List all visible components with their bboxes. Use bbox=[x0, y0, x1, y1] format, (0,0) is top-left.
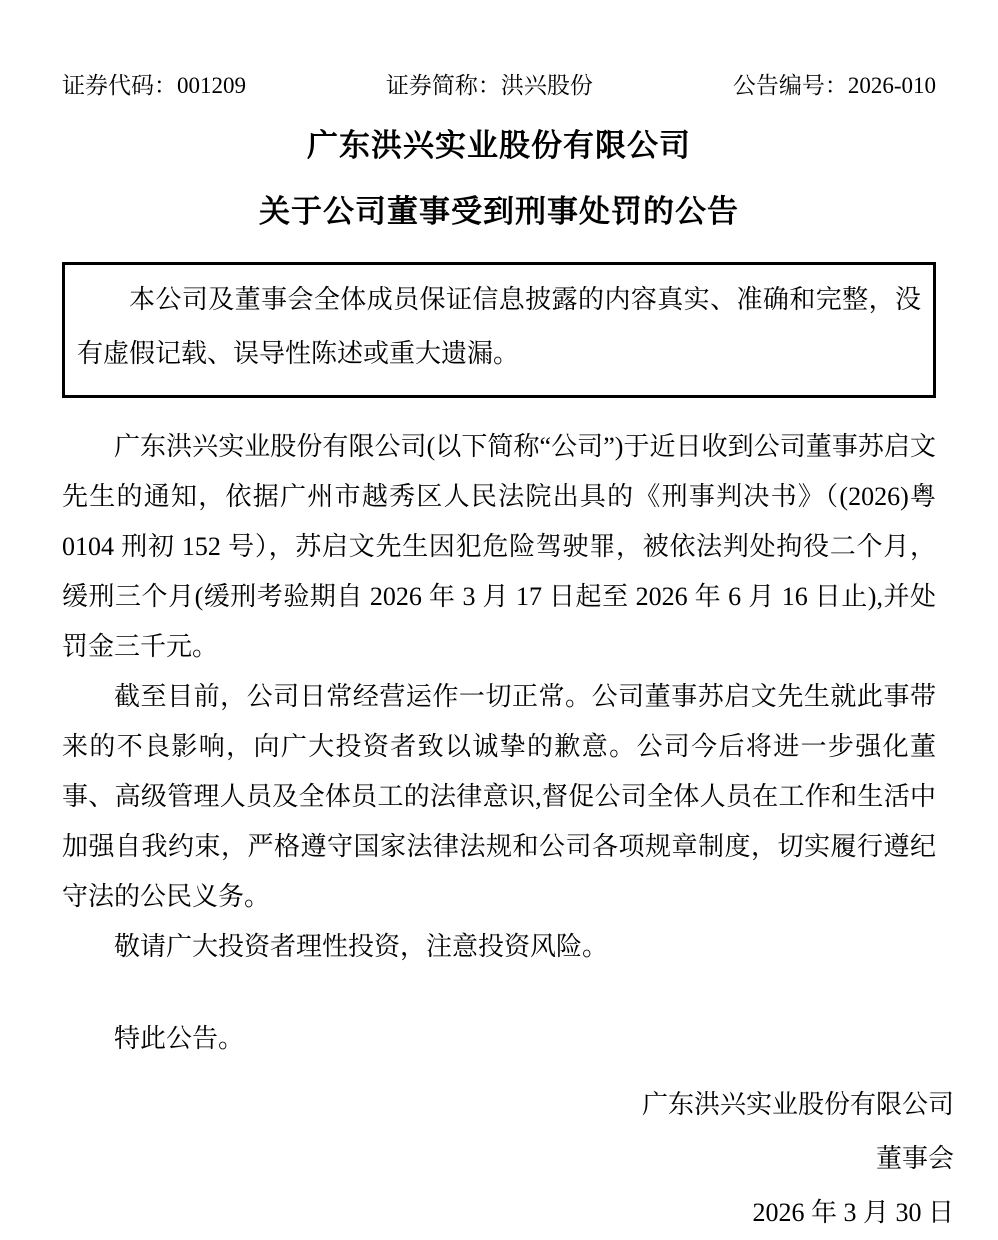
disclaimer-box bbox=[62, 262, 936, 398]
signature-board: 董事会 bbox=[875, 1144, 954, 1173]
signature-company: 广东洪兴实业股份有限公司 bbox=[641, 1090, 954, 1119]
announcement-body bbox=[62, 422, 936, 1064]
document-meta-row bbox=[62, 72, 936, 100]
body-paragraph-1: 广东洪兴实业股份有限公司(以下简称“公司”)于近日收到公司董事苏启文先生的通知，依据广州市越秀区人民法院出具的《刑事判决书》（(2026)粤 0104 刑初 152 号），苏启文先生因犯危险驾驶罪，被依法判处拘役二个月，缓刑三个月(缓刑考验期自 2026 年 3 月 17 日起至 2026 年 6 月 16 日止),并处罚金三千元。 bbox=[62, 432, 936, 661]
stock-short-name: 证券简称：洪兴股份 bbox=[385, 73, 593, 98]
announcement-number: 公告编号：2026-010 bbox=[732, 73, 936, 98]
stock-code: 证券代码：001209 bbox=[62, 73, 246, 98]
announcement-subject-title: 关于公司董事受到刑事处罚的公告 bbox=[259, 194, 739, 229]
closing-statement: 特此公告。 bbox=[114, 1024, 245, 1053]
body-paragraph-3: 敬请广大投资者理性投资，注意投资风险。 bbox=[114, 932, 609, 961]
signature-date: 2026 年 3 月 30 日 bbox=[752, 1198, 954, 1227]
signature-block bbox=[62, 1078, 954, 1240]
disclaimer-text: 本公司及董事会全体成员保证信息披露的内容真实、准确和完整，没有虚假记载、误导性陈述或重大遗漏。 bbox=[77, 285, 921, 368]
company-name-title: 广东洪兴实业股份有限公司 bbox=[307, 128, 691, 163]
body-paragraph-2: 截至目前，公司日常经营运作一切正常。公司董事苏启文先生就此事带来的不良影响，向广大投资者致以诚挚的歉意。公司今后将进一步强化董事、高级管理人员及全体员工的法律意识,督促公司全体人员在工作和生活中加强自我约束，严格遵守国家法律法规和公司各项规章制度，切实履行遵纪守法的公民义务。 bbox=[62, 682, 936, 911]
